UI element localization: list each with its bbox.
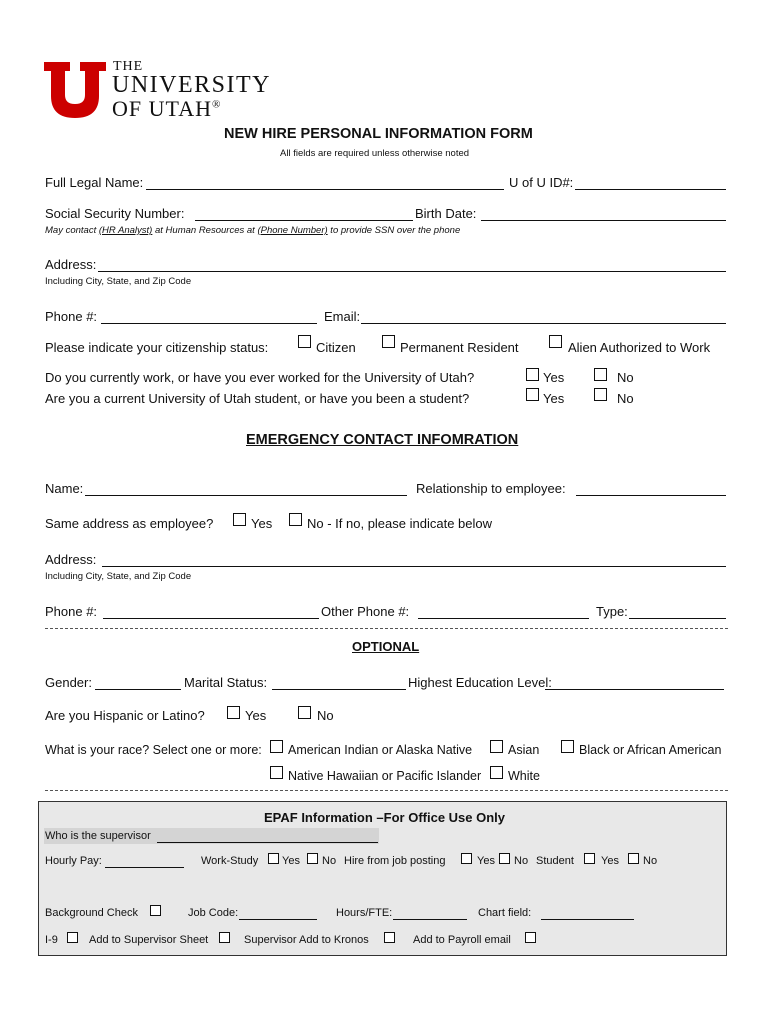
address-note: Including City, State, and Zip Code bbox=[45, 276, 192, 287]
address-field[interactable] bbox=[98, 271, 726, 272]
job-code-field[interactable] bbox=[239, 919, 317, 920]
hourly-pay-field[interactable] bbox=[105, 867, 184, 868]
permanent-resident-checkbox[interactable] bbox=[382, 335, 395, 348]
emergency-address-note: Including City, State, and Zip Code bbox=[45, 571, 192, 582]
add-payroll-label: Add to Payroll email bbox=[413, 934, 511, 946]
relationship-field[interactable] bbox=[576, 495, 726, 496]
citizen-label: Citizen bbox=[316, 340, 356, 355]
type-field[interactable] bbox=[629, 618, 726, 619]
supervisor-field[interactable] bbox=[157, 842, 378, 843]
worked-question: Do you currently work, or have you ever worked for the University of Utah? bbox=[45, 370, 475, 385]
worked-no-label: No bbox=[617, 370, 634, 385]
ssn-note: May contact (HR Analyst) at Human Resources at (Phone Number) to provide SSN over the phone bbox=[45, 225, 461, 236]
ssn-label: Social Security Number: bbox=[45, 206, 185, 221]
background-check-checkbox[interactable] bbox=[150, 905, 161, 916]
race-white-checkbox[interactable] bbox=[490, 766, 503, 779]
same-address-no-label: No - If no, please indicate below bbox=[307, 516, 492, 531]
epaf-divider bbox=[45, 790, 728, 791]
alien-authorized-checkbox[interactable] bbox=[549, 335, 562, 348]
add-payroll-checkbox[interactable] bbox=[525, 932, 536, 943]
epaf-student-no-label: No bbox=[643, 855, 658, 867]
student-yes-checkbox[interactable] bbox=[526, 388, 539, 401]
hire-posting-yes-label: Yes bbox=[477, 855, 495, 867]
race-black-label: Black or African American bbox=[579, 743, 722, 757]
work-study-no-label: No bbox=[322, 855, 337, 867]
hispanic-no-checkbox[interactable] bbox=[298, 706, 311, 719]
race-question: What is your race? Select one or more: bbox=[45, 743, 262, 757]
epaf-heading: EPAF Information –For Office Use Only bbox=[264, 810, 506, 825]
hire-posting-no-label: No bbox=[514, 855, 529, 867]
hispanic-no-label: No bbox=[317, 708, 334, 723]
hours-fte-label: Hours/FTE: bbox=[336, 907, 393, 919]
block-u-logo-icon bbox=[44, 62, 106, 118]
worked-yes-checkbox[interactable] bbox=[526, 368, 539, 381]
hourly-pay-label: Hourly Pay: bbox=[45, 855, 102, 867]
emergency-phone-field[interactable] bbox=[103, 618, 319, 619]
uid-label: U of U ID#: bbox=[509, 175, 574, 190]
email-field[interactable] bbox=[361, 323, 726, 324]
phone-field[interactable] bbox=[101, 323, 317, 324]
work-study-yes-checkbox[interactable] bbox=[268, 853, 279, 864]
education-label: Highest Education Level: bbox=[408, 675, 552, 690]
emergency-name-field[interactable] bbox=[85, 495, 407, 496]
alien-authorized-label: Alien Authorized to Work bbox=[568, 340, 711, 355]
logo-the: THE bbox=[113, 59, 144, 74]
student-no-label: No bbox=[617, 391, 634, 406]
permanent-resident-label: Permanent Resident bbox=[400, 340, 519, 355]
add-supervisor-sheet-checkbox[interactable] bbox=[219, 932, 230, 943]
same-address-label: Same address as employee? bbox=[45, 516, 214, 531]
work-study-no-checkbox[interactable] bbox=[307, 853, 318, 864]
student-no-checkbox[interactable] bbox=[594, 388, 607, 401]
work-study-yes-label: Yes bbox=[282, 855, 300, 867]
other-phone-label: Other Phone #: bbox=[321, 604, 410, 619]
emergency-address-field[interactable] bbox=[102, 566, 726, 567]
address-label: Address: bbox=[45, 257, 97, 272]
work-study-label: Work-Study bbox=[201, 855, 259, 867]
phone-label: Phone #: bbox=[45, 309, 98, 324]
i9-checkbox[interactable] bbox=[67, 932, 78, 943]
race-black-checkbox[interactable] bbox=[561, 740, 574, 753]
worked-no-checkbox[interactable] bbox=[594, 368, 607, 381]
ssn-field[interactable] bbox=[195, 220, 413, 221]
add-supervisor-sheet-label: Add to Supervisor Sheet bbox=[89, 934, 209, 946]
birth-date-label: Birth Date: bbox=[415, 206, 477, 221]
form-subtitle: All fields are required unless otherwise noted bbox=[280, 148, 470, 159]
hire-posting-no-checkbox[interactable] bbox=[499, 853, 510, 864]
emergency-address-label: Address: bbox=[45, 552, 97, 567]
section-divider bbox=[45, 628, 728, 629]
student-question: Are you a current University of Utah student, or have you been a student? bbox=[45, 391, 470, 406]
chart-field-input[interactable] bbox=[541, 919, 634, 920]
add-kronos-label: Supervisor Add to Kronos bbox=[244, 934, 369, 946]
relationship-label: Relationship to employee: bbox=[416, 481, 566, 496]
hire-posting-yes-checkbox[interactable] bbox=[461, 853, 472, 864]
emergency-name-label: Name: bbox=[45, 481, 84, 496]
uid-field[interactable] bbox=[575, 189, 726, 190]
emergency-phone-label: Phone #: bbox=[45, 604, 98, 619]
hire-posting-label: Hire from job posting bbox=[344, 855, 446, 867]
race-native-hawaiian-checkbox[interactable] bbox=[270, 766, 283, 779]
birth-date-field[interactable] bbox=[481, 220, 726, 221]
full-name-label: Full Legal Name: bbox=[45, 175, 144, 190]
add-kronos-checkbox[interactable] bbox=[384, 932, 395, 943]
student-label: Student bbox=[536, 855, 574, 867]
logo-of-utah: OF UTAH® bbox=[112, 96, 222, 121]
race-american-indian-label: American Indian or Alaska Native bbox=[288, 743, 473, 757]
epaf-student-yes-label: Yes bbox=[601, 855, 619, 867]
type-label: Type: bbox=[596, 604, 628, 619]
background-check-label: Background Check bbox=[45, 907, 138, 919]
emergency-heading: EMERGENCY CONTACT INFOMRATION bbox=[246, 432, 519, 448]
marital-status-label: Marital Status: bbox=[184, 675, 268, 690]
optional-heading: OPTIONAL bbox=[352, 639, 420, 654]
logo-university: UNIVERSITY bbox=[112, 72, 271, 98]
form-title: NEW HIRE PERSONAL INFORMATION FORM bbox=[224, 126, 533, 142]
citizenship-label: Please indicate your citizenship status: bbox=[45, 340, 269, 355]
job-code-label: Job Code: bbox=[188, 907, 239, 919]
race-white-label: White bbox=[508, 769, 540, 783]
gender-field[interactable] bbox=[95, 689, 181, 690]
epaf-student-yes-checkbox[interactable] bbox=[584, 853, 595, 864]
gender-label: Gender: bbox=[45, 675, 92, 690]
email-label: Email: bbox=[324, 309, 361, 324]
epaf-student-no-checkbox[interactable] bbox=[628, 853, 639, 864]
race-american-indian-checkbox[interactable] bbox=[270, 740, 283, 753]
other-phone-field[interactable] bbox=[418, 618, 589, 619]
student-yes-label: Yes bbox=[543, 391, 565, 406]
marital-status-field[interactable] bbox=[272, 689, 406, 690]
hours-fte-field[interactable] bbox=[393, 919, 467, 920]
supervisor-label: Who is the supervisor bbox=[45, 830, 151, 842]
citizen-checkbox[interactable] bbox=[298, 335, 311, 348]
i9-label: I-9 bbox=[45, 934, 58, 946]
race-asian-label: Asian bbox=[508, 743, 540, 757]
hispanic-yes-label: Yes bbox=[245, 708, 267, 723]
race-native-hawaiian-label: Native Hawaiian or Pacific Islander bbox=[288, 769, 482, 783]
hispanic-question: Are you Hispanic or Latino? bbox=[45, 708, 205, 723]
same-address-yes-label: Yes bbox=[251, 516, 273, 531]
hispanic-yes-checkbox[interactable] bbox=[227, 706, 240, 719]
chart-field-label: Chart field: bbox=[478, 907, 532, 919]
education-field[interactable] bbox=[545, 689, 724, 690]
worked-yes-label: Yes bbox=[543, 370, 565, 385]
full-name-field[interactable] bbox=[146, 189, 504, 190]
same-address-yes-checkbox[interactable] bbox=[233, 513, 246, 526]
race-asian-checkbox[interactable] bbox=[490, 740, 503, 753]
same-address-no-checkbox[interactable] bbox=[289, 513, 302, 526]
